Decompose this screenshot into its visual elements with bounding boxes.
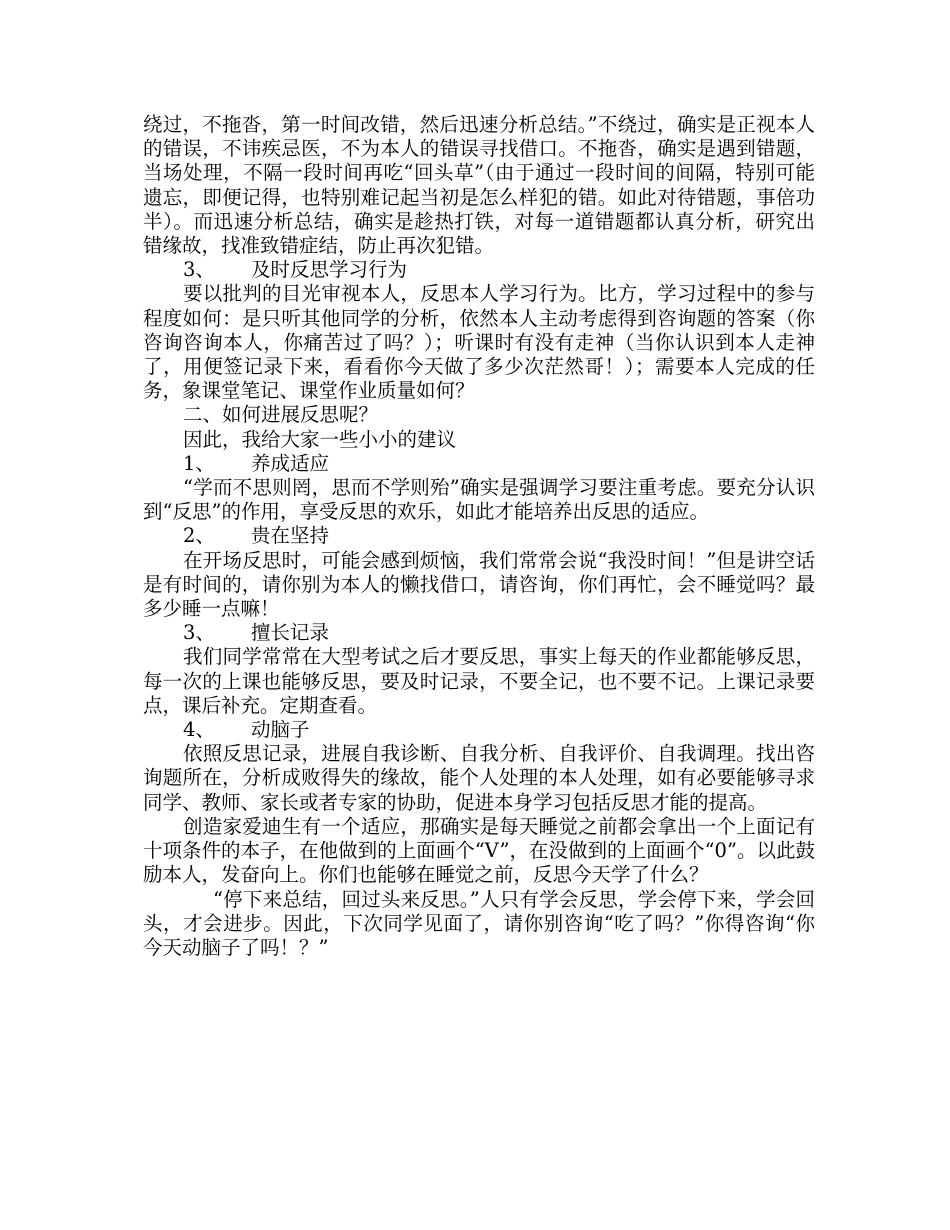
paragraph-record: 我们同学常常在大型考试之后才要反思，事实上每天的作业都能够反思，每一次的上课也能够反思，要及时记录，不要全记，也不要不记。上课记录要点，课后补充。定期查看。 bbox=[143, 645, 815, 717]
heading-number: 4、 bbox=[183, 718, 215, 742]
heading-number: 2、 bbox=[183, 524, 215, 548]
paragraph-error-correction: 绕过，不拖沓，第一时间改错，然后迅速分析总结。”不绕过，确实是正视本人的错误，不讳疾忌医，不为本人的错误寻找借口。不拖沓，确实是遇到错题，当场处理，不隔一段时间再吃“回头草”（由于通过一段时间的间隔，特别可能遗忘，即便记得，也特别难记起当初是怎么样犯的错。如此对待错题，事倍功半）。而迅速分析总结，确实是趁热打铁，对每一道错题都认真分析，研究出错缘故，找准致错症结，防止再次犯错。 bbox=[143, 113, 815, 258]
heading-persist bbox=[143, 524, 815, 548]
heading-number: 3、 bbox=[183, 621, 215, 645]
paragraph-conclusion: “停下来总结，回过头来反思。”人只有学会反思，学会停下来，学会回头，才会进步。因此，下次同学见面了，请你别咨询“吃了吗？”你得咨询“你今天动脑子了吗！？” bbox=[143, 887, 815, 959]
document-page bbox=[143, 113, 815, 960]
heading-text: 及时反思学习行为 bbox=[251, 258, 408, 282]
heading-text: 贵在坚持 bbox=[251, 524, 330, 548]
heading-text: 养成适应 bbox=[251, 451, 330, 475]
paragraph-use-brain: 依照反思记录，进展自我诊断、自我分析、自我评价、自我调理。找出咨询题所在，分析成败得失的缘故，能个人处理的本人处理，如有必要能够寻求同学、教师、家长或者专家的协助，促进本身学习包括反思才能的提高。 bbox=[143, 742, 815, 814]
heading-form-habit bbox=[143, 452, 815, 476]
paragraph-edison-example: 创造家爱迪生有一个适应，那确实是每天睡觉之前都会拿出一个上面记有十项条件的本子，在他做到的上面画个“V”，在没做到的上面画个“0”。以此鼓励本人，发奋向上。你们也能够在睡觉之前，反思今天学了什么？ bbox=[143, 814, 815, 887]
paragraph-reflect-behavior: 要以批判的目光审视本人，反思本人学习行为。比方，学习过程中的参与程度如何：是只听其他同学的分析，依然本人主动考虑得到咨询题的答案（你咨询咨询本人，你痛苦过了吗？）；听课时有没有走神（当你认识到本人走神了，用便签记录下来，看看你今天做了多少次茫然哥！）；需要本人完成的任务，象课堂笔记、课堂作业质量如何？ bbox=[143, 282, 815, 403]
heading-text: 擅长记录 bbox=[251, 621, 330, 645]
paragraph-intro-suggestions: 因此，我给大家一些小小的建议 bbox=[183, 427, 457, 451]
heading-text: 动脑子 bbox=[251, 718, 310, 742]
heading-record bbox=[143, 621, 815, 645]
heading-number: 1、 bbox=[183, 451, 215, 475]
heading-use-brain bbox=[143, 718, 815, 742]
heading-reflect-behavior bbox=[143, 258, 815, 282]
section-heading-how-to-reflect: 二、如何进展反思呢？ bbox=[183, 403, 379, 427]
paragraph-form-habit: “学而不思则罔，思而不学则殆”确实是强调学习要注重考虑。要充分认识到“反思”的作用，享受反思的欢乐，如此才能培养出反思的适应。 bbox=[143, 476, 815, 524]
paragraph-persist: 在开场反思时，可能会感到烦恼，我们常常会说“我没时间！”但是讲空话是有时间的，请你别为本人的懒找借口，请咨询，你们再忙，会不睡觉吗？最多少睡一点嘛！ bbox=[143, 548, 815, 621]
heading-number: 3、 bbox=[183, 258, 215, 282]
